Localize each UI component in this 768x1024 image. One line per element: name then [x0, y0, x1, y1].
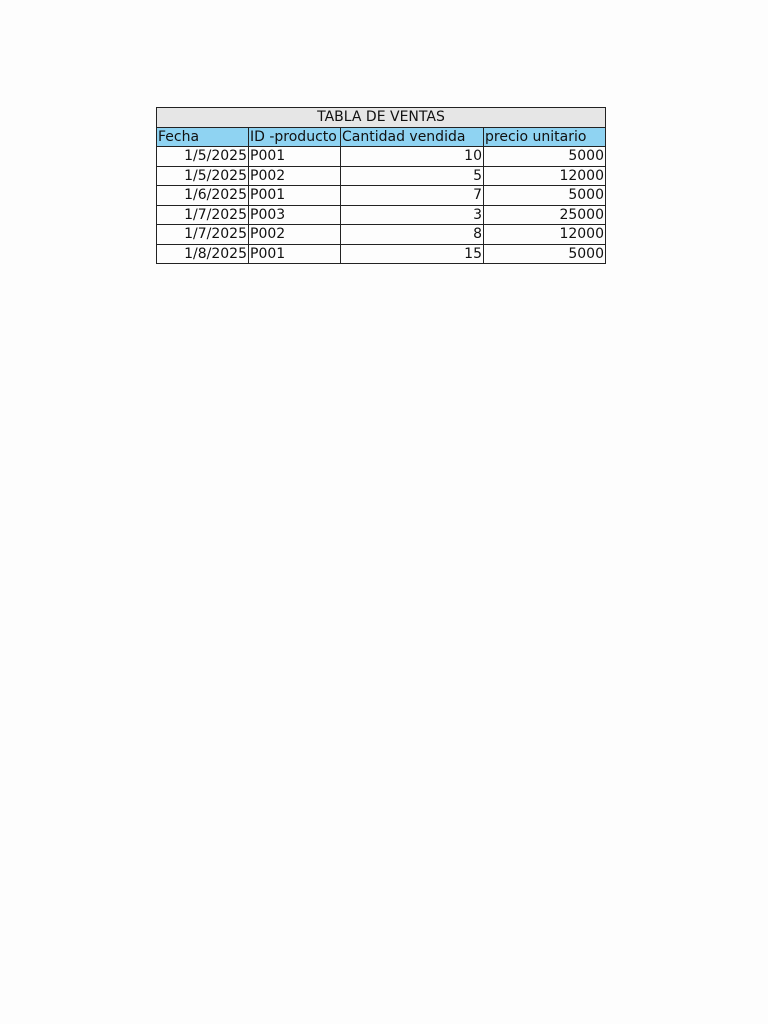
cell-fecha[interactable]: 1/7/2025 [157, 225, 249, 245]
cell-id-producto[interactable]: P001 [249, 244, 341, 264]
cell-cantidad-vendida[interactable]: 7 [341, 186, 484, 206]
cell-cantidad-vendida[interactable]: 3 [341, 205, 484, 225]
cell-fecha[interactable]: 1/5/2025 [157, 166, 249, 186]
cell-precio-unitario[interactable]: 5000 [484, 186, 606, 206]
cell-precio-unitario[interactable]: 12000 [484, 166, 606, 186]
cell-id-producto[interactable]: P003 [249, 205, 341, 225]
header-precio-unitario[interactable]: precio unitario [484, 127, 606, 147]
cell-id-producto[interactable]: P001 [249, 186, 341, 206]
cell-cantidad-vendida[interactable]: 10 [341, 147, 484, 167]
cell-precio-unitario[interactable]: 5000 [484, 147, 606, 167]
sales-table [156, 107, 606, 264]
cell-id-producto[interactable]: P002 [249, 166, 341, 186]
cell-precio-unitario[interactable]: 5000 [484, 244, 606, 264]
cell-fecha[interactable]: 1/8/2025 [157, 244, 249, 264]
table-row [157, 166, 606, 186]
table-row [157, 205, 606, 225]
header-id-producto[interactable]: ID -producto [249, 127, 341, 147]
table-row [157, 244, 606, 264]
cell-cantidad-vendida[interactable]: 8 [341, 225, 484, 245]
cell-id-producto[interactable]: P002 [249, 225, 341, 245]
table-row [157, 147, 606, 167]
cell-id-producto[interactable]: P001 [249, 147, 341, 167]
table-row [157, 186, 606, 206]
header-fecha[interactable]: Fecha [157, 127, 249, 147]
table-header-row [157, 127, 606, 147]
cell-precio-unitario[interactable]: 25000 [484, 205, 606, 225]
cell-cantidad-vendida[interactable]: 5 [341, 166, 484, 186]
cell-precio-unitario[interactable]: 12000 [484, 225, 606, 245]
table-row [157, 225, 606, 245]
cell-cantidad-vendida[interactable]: 15 [341, 244, 484, 264]
table-title-row [157, 108, 606, 128]
cell-fecha[interactable]: 1/7/2025 [157, 205, 249, 225]
header-cantidad-vendida[interactable]: Cantidad vendida [341, 127, 484, 147]
table-title[interactable]: TABLA DE VENTAS [157, 108, 606, 128]
cell-fecha[interactable]: 1/5/2025 [157, 147, 249, 167]
cell-fecha[interactable]: 1/6/2025 [157, 186, 249, 206]
